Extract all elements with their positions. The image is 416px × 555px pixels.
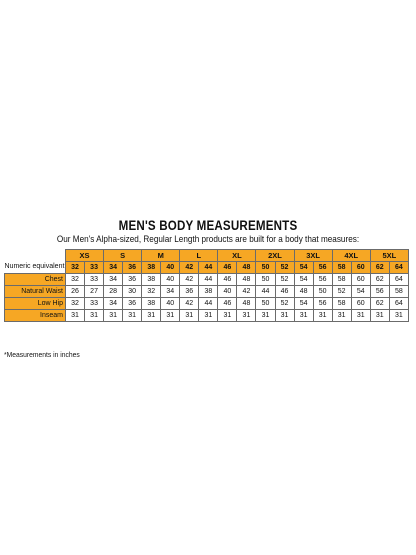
numeric-equivalent-cell: 34 <box>104 262 123 274</box>
measurement-cell: 32 <box>66 274 85 286</box>
measurement-cell: 36 <box>123 274 142 286</box>
numeric-equivalent-cell: 38 <box>142 262 161 274</box>
measurement-cell: 27 <box>85 286 104 298</box>
measurement-cell: 31 <box>275 310 294 322</box>
page-subtitle: Our Men's Alpha-sized, Regular Length products are built for a body that measures: <box>56 234 360 245</box>
size-header-cell: S <box>104 250 142 262</box>
measurement-row <box>5 310 409 322</box>
measurement-cell: 32 <box>66 298 85 310</box>
measurement-cell: 54 <box>294 298 313 310</box>
numeric-equivalent-cell: 44 <box>199 262 218 274</box>
measurement-cell: 40 <box>161 274 180 286</box>
measurement-cell: 44 <box>256 286 275 298</box>
measurement-cell: 38 <box>142 274 161 286</box>
measurement-cell: 31 <box>256 310 275 322</box>
measurement-cell: 44 <box>199 298 218 310</box>
size-header-cell: L <box>180 250 218 262</box>
measurement-cell: 42 <box>180 298 199 310</box>
measurement-cell: 40 <box>161 298 180 310</box>
size-header-cell: 3XL <box>294 250 332 262</box>
measurement-cell: 31 <box>218 310 237 322</box>
numeric-equivalent-cell: 64 <box>389 262 408 274</box>
numeric-equivalent-cell: 58 <box>332 262 351 274</box>
measurement-cell: 31 <box>370 310 389 322</box>
measurement-cell: 34 <box>104 274 123 286</box>
numeric-equivalent-cell: 36 <box>123 262 142 274</box>
measurement-cell: 38 <box>199 286 218 298</box>
measurement-cell: 44 <box>199 274 218 286</box>
size-header-cell: 5XL <box>370 250 408 262</box>
measurement-cell: 54 <box>351 286 370 298</box>
measurement-cell: 31 <box>294 310 313 322</box>
measurement-cell: 62 <box>370 274 389 286</box>
measurement-cell: 31 <box>85 310 104 322</box>
measurement-cell: 36 <box>123 298 142 310</box>
measurement-cell: 56 <box>313 274 332 286</box>
numeric-equivalent-cell: 62 <box>370 262 389 274</box>
measurement-cell: 56 <box>370 286 389 298</box>
measurement-cell: 52 <box>275 274 294 286</box>
measurement-cell: 33 <box>85 274 104 286</box>
measurement-cell: 48 <box>294 286 313 298</box>
size-header-cell: M <box>142 250 180 262</box>
corner-cell <box>5 250 66 262</box>
measurement-cell: 31 <box>313 310 332 322</box>
measurement-cell: 28 <box>104 286 123 298</box>
measurement-cell: 32 <box>142 286 161 298</box>
measurement-cell: 31 <box>389 310 408 322</box>
measurement-cell: 46 <box>218 274 237 286</box>
measurement-cell: 31 <box>351 310 370 322</box>
measurement-cell: 64 <box>389 274 408 286</box>
numeric-equivalent-cell: 40 <box>161 262 180 274</box>
measurement-cell: 31 <box>332 310 351 322</box>
measurement-row-label: Chest <box>5 274 66 286</box>
measurement-cell: 26 <box>66 286 85 298</box>
measurement-cell: 31 <box>142 310 161 322</box>
measurement-cell: 46 <box>275 286 294 298</box>
measurement-table <box>4 249 409 322</box>
measurement-cell: 31 <box>199 310 218 322</box>
numeric-equivalent-cell: 52 <box>275 262 294 274</box>
measurement-row <box>5 298 409 310</box>
measurement-row <box>5 286 409 298</box>
measurement-cell: 38 <box>142 298 161 310</box>
measurement-cell: 42 <box>180 274 199 286</box>
measurement-row-label: Natural Waist <box>5 286 66 298</box>
measurement-row-label: Inseam <box>5 310 66 322</box>
measurement-cell: 52 <box>275 298 294 310</box>
measurement-cell: 58 <box>332 298 351 310</box>
measurement-row <box>5 274 409 286</box>
measurement-cell: 60 <box>351 274 370 286</box>
measurement-cell: 52 <box>332 286 351 298</box>
measurement-row-label: Low Hip <box>5 298 66 310</box>
numeric-equivalent-cell: 50 <box>256 262 275 274</box>
size-header-cell: XL <box>218 250 256 262</box>
measurement-cell: 62 <box>370 298 389 310</box>
measurement-cell: 31 <box>237 310 256 322</box>
measurement-cell: 42 <box>237 286 256 298</box>
measurement-cell: 64 <box>389 298 408 310</box>
measurement-cell: 31 <box>161 310 180 322</box>
numeric-equivalent-cell: 60 <box>351 262 370 274</box>
numeric-equivalent-cell: 46 <box>218 262 237 274</box>
measurement-cell: 60 <box>351 298 370 310</box>
measurement-cell: 36 <box>180 286 199 298</box>
measurement-cell: 50 <box>256 298 275 310</box>
size-header-cell: 4XL <box>332 250 370 262</box>
measurement-cell: 31 <box>66 310 85 322</box>
numeric-equivalent-cell: 54 <box>294 262 313 274</box>
page-title: MEN'S BODY MEASUREMENTS <box>118 218 298 233</box>
numeric-equivalent-label: Numeric equivalent <box>5 262 66 274</box>
measurement-cell: 48 <box>237 274 256 286</box>
measurement-cell: 46 <box>218 298 237 310</box>
measurement-cell: 50 <box>256 274 275 286</box>
numeric-equivalent-cell: 32 <box>66 262 85 274</box>
numeric-row <box>5 262 409 274</box>
measurement-cell: 48 <box>237 298 256 310</box>
measurement-cell: 31 <box>104 310 123 322</box>
numeric-equivalent-cell: 56 <box>313 262 332 274</box>
size-header-row <box>5 250 409 262</box>
numeric-equivalent-cell: 48 <box>237 262 256 274</box>
measurement-cell: 50 <box>313 286 332 298</box>
measurement-cell: 31 <box>180 310 199 322</box>
measurement-cell: 40 <box>218 286 237 298</box>
footnote: *Measurements in inches <box>4 350 80 359</box>
measurement-cell: 30 <box>123 286 142 298</box>
measurement-cell: 34 <box>104 298 123 310</box>
measurement-cell: 33 <box>85 298 104 310</box>
measurement-cell: 58 <box>389 286 408 298</box>
size-header-cell: 2XL <box>256 250 294 262</box>
measurement-table-body <box>5 250 409 322</box>
measurement-cell: 56 <box>313 298 332 310</box>
measurement-cell: 34 <box>161 286 180 298</box>
size-header-cell: XS <box>66 250 104 262</box>
measurement-cell: 58 <box>332 274 351 286</box>
numeric-equivalent-cell: 33 <box>85 262 104 274</box>
measurement-cell: 31 <box>123 310 142 322</box>
measurement-cell: 54 <box>294 274 313 286</box>
numeric-equivalent-cell: 42 <box>180 262 199 274</box>
